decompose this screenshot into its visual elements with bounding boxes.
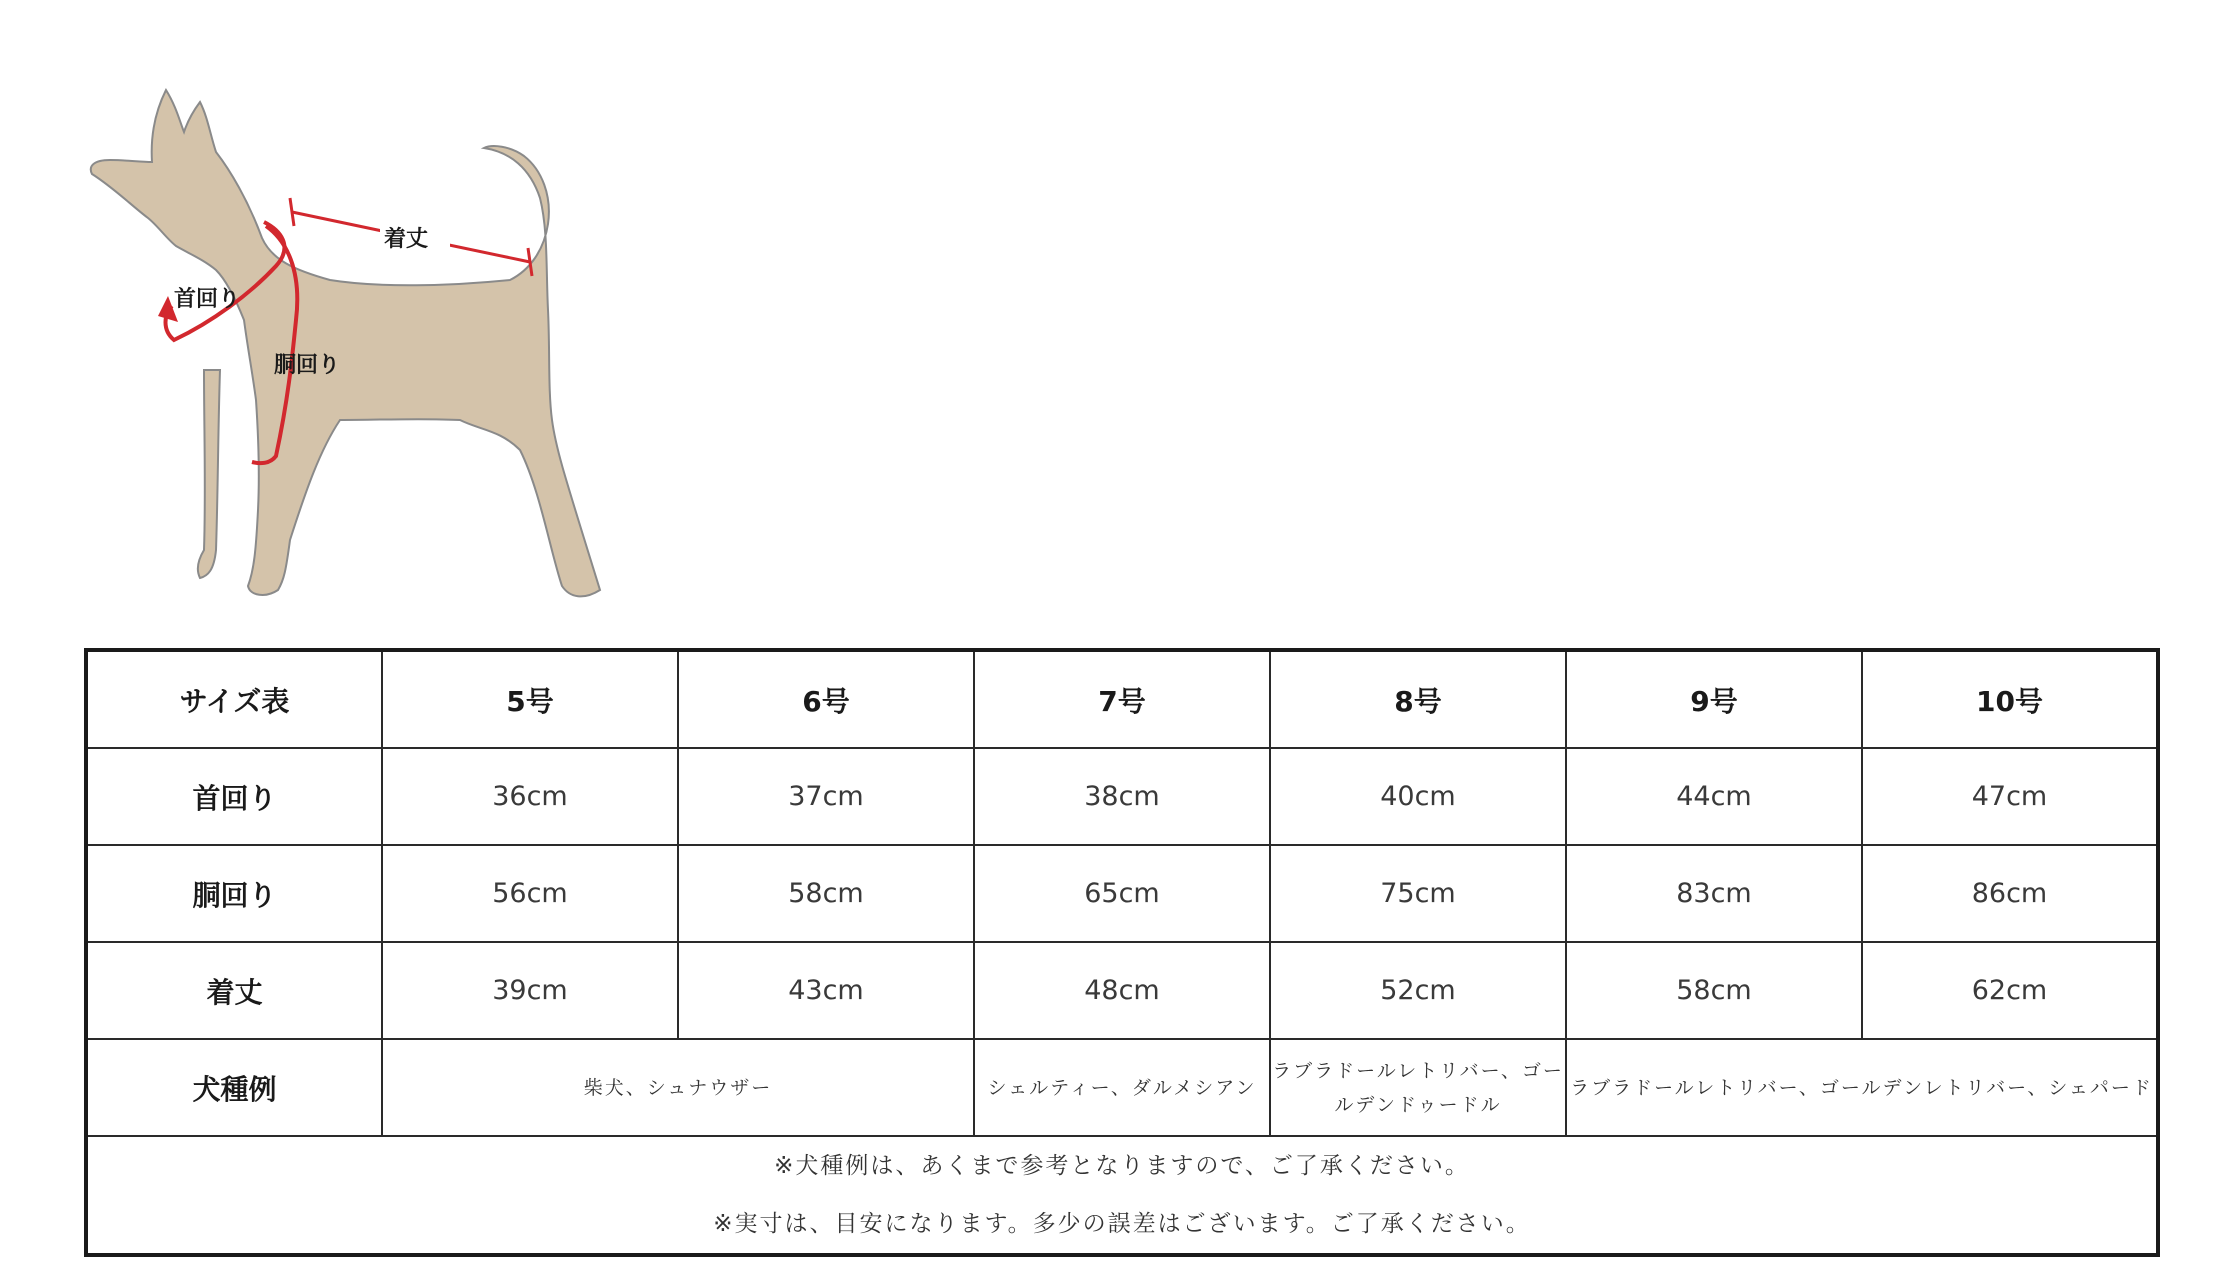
table-row-neck [86, 748, 2158, 845]
table-cell: 56cm [382, 845, 678, 942]
notes-cell [86, 1136, 2158, 1255]
header-cell: 10号 [1862, 650, 2158, 748]
dog-front-leg [198, 370, 220, 578]
table-cell: 83cm [1566, 845, 1862, 942]
header-cell: 8号 [1270, 650, 1566, 748]
table-cell: 58cm [1566, 942, 1862, 1039]
table-header-row [86, 650, 2158, 748]
header-cell: 9号 [1566, 650, 1862, 748]
table-cell: 37cm [678, 748, 974, 845]
table-cell: 36cm [382, 748, 678, 845]
breed-cell: シェルティー、ダルメシアン [974, 1039, 1270, 1136]
dog-measurement-illustration [80, 70, 640, 630]
note-line: ※犬種例は、あくまで参考となりますので、ご了承ください。 [774, 1153, 1470, 1179]
header-cell: 7号 [974, 650, 1270, 748]
size-table [84, 648, 2160, 1257]
table-cell: 38cm [974, 748, 1270, 845]
table-cell: 75cm [1270, 845, 1566, 942]
table-cell: 43cm [678, 942, 974, 1039]
row-label: 着丈 [86, 942, 382, 1039]
row-label: 首回り [86, 748, 382, 845]
header-cell: 6号 [678, 650, 974, 748]
chest-label: 胴回り [274, 353, 341, 378]
header-cell: 5号 [382, 650, 678, 748]
length-label: 着丈 [384, 227, 429, 252]
table-cell: 58cm [678, 845, 974, 942]
table-cell: 47cm [1862, 748, 2158, 845]
table-cell: 39cm [382, 942, 678, 1039]
breed-cell: ラブラドールレトリバー、ゴールデンレトリバー、シェパード [1566, 1039, 2158, 1136]
table-cell: 52cm [1270, 942, 1566, 1039]
table-row-breeds [86, 1039, 2158, 1136]
table-row-length [86, 942, 2158, 1039]
table-cell: 40cm [1270, 748, 1566, 845]
row-label: 胴回り [86, 845, 382, 942]
table-cell: 62cm [1862, 942, 2158, 1039]
neck-label: 首回り [174, 287, 241, 312]
table-row-notes [86, 1136, 2158, 1255]
dog-diagram [80, 70, 640, 630]
breed-cell: 柴犬、シュナウザー [382, 1039, 974, 1136]
note-line: ※実寸は、目安になります。多少の誤差はございます。ご了承ください。 [713, 1211, 1531, 1237]
table-row-chest [86, 845, 2158, 942]
table-cell: 48cm [974, 942, 1270, 1039]
table-cell: 86cm [1862, 845, 2158, 942]
table-cell: 65cm [974, 845, 1270, 942]
length-measure-cap-left [290, 198, 294, 226]
header-cell: サイズ表 [86, 650, 382, 748]
row-label: 犬種例 [86, 1039, 382, 1136]
table-cell: 44cm [1566, 748, 1862, 845]
dog-silhouette [91, 90, 600, 596]
breed-cell: ラブラドールレトリバー、ゴールデンドゥードル [1270, 1039, 1566, 1136]
